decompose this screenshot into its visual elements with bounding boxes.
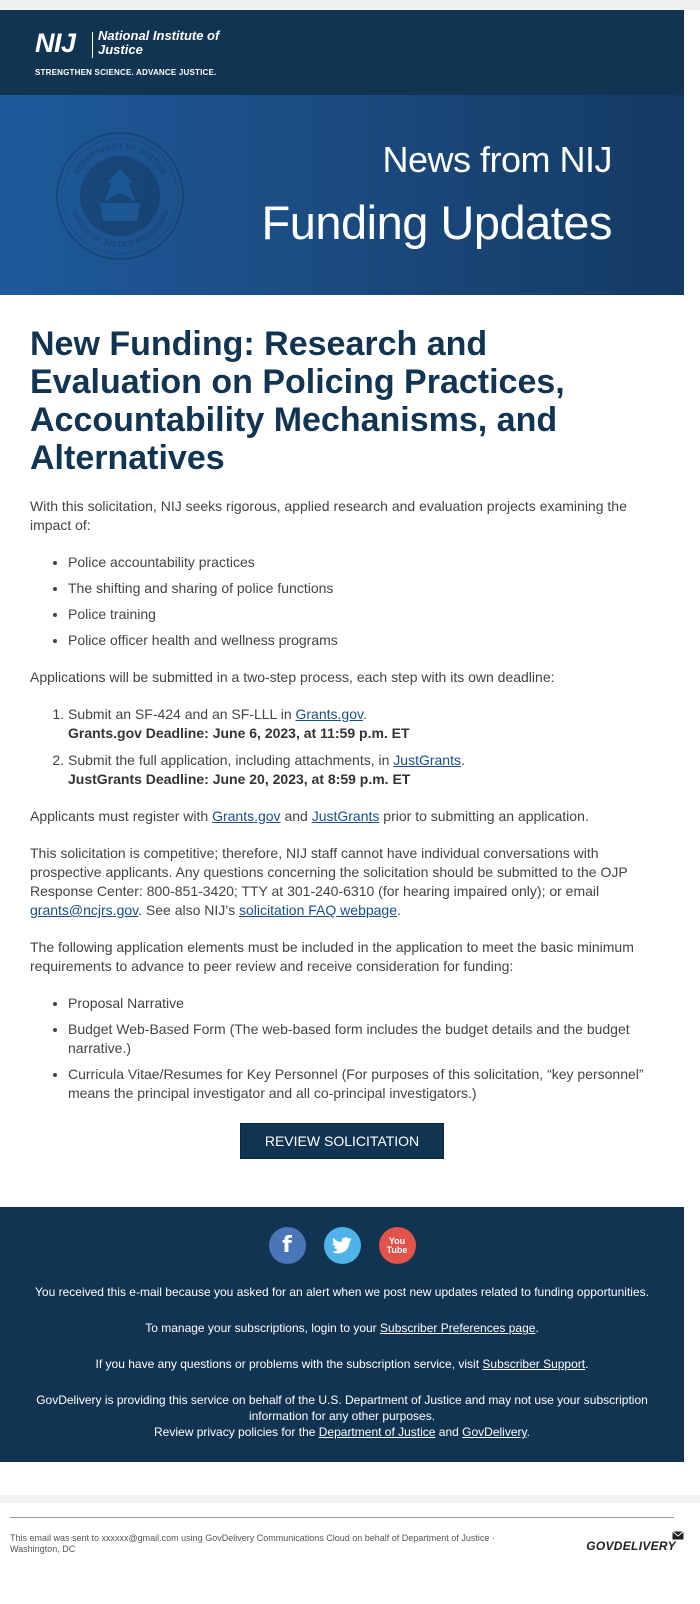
manage-notice (30, 1320, 654, 1336)
grants-gov-link[interactable]: Grants.gov (295, 706, 363, 722)
seal-top-text: DEPARTMENT OF JUSTICE (71, 141, 169, 177)
top-strip (0, 0, 700, 10)
hero-subtitle: News from NIJ (382, 139, 612, 180)
register-and: and (280, 808, 312, 824)
questions-text: If you have any questions or problems with the subscription service, visit (95, 1357, 483, 1371)
register-end: prior to submitting an application. (379, 808, 589, 824)
privacy-and: and (435, 1425, 463, 1439)
elements-intro: The following application elements must be included in the application to meet the basic minimum requirements to advance to peer review and receive consideration for funding: (30, 939, 634, 974)
list-item: • Curricula Vitae/Resumes for Key Personnel (For purposes of this solicitation, “key personnel” means the principal investigator and all co-principal investigators.) (68, 1065, 654, 1103)
hero-banner (0, 95, 684, 295)
logo-divider (92, 32, 93, 58)
step1-period: . (362, 706, 367, 722)
privacy-text: Review privacy policies for the (154, 1425, 319, 1439)
steps-list (30, 705, 654, 789)
delivery-footer (0, 1495, 700, 1604)
gov-text: GovDelivery is providing this service on behalf of the U.S. Department of Justice and may not use your subscription information for any other purposes. (36, 1393, 648, 1423)
twitter-bird-icon (332, 1237, 352, 1254)
list-item: • Police officer health and wellness programs (68, 631, 654, 650)
hero-title: Funding Updates (261, 196, 612, 249)
button-container (30, 1121, 654, 1207)
govdelivery-logo[interactable] (586, 1539, 676, 1553)
govdelivery-privacy-link[interactable]: GovDelivery (462, 1425, 527, 1439)
twitter-icon[interactable] (324, 1227, 361, 1264)
doj-privacy-link[interactable]: Department of Justice (318, 1425, 436, 1439)
divider (10, 1517, 674, 1518)
email-body (0, 10, 684, 1462)
focus-list (30, 553, 654, 650)
social-links (30, 1227, 654, 1264)
doj-seal-icon (55, 131, 185, 261)
list-item: • Police training (68, 605, 654, 624)
competitive-paragraph (30, 844, 654, 920)
competitive-text: This solicitation is competitive; therefore, NIJ staff cannot have individual conversations with prospective applicants. Any questions concerning the solicitation should be submitted to the OJP Response Center: 800-851-3420; TTY at 301-240-6310 (for hearing impaired only); or email (30, 845, 628, 899)
register-paragraph (30, 807, 654, 826)
questions-notice (30, 1356, 654, 1372)
subscriber-support-link[interactable]: Subscriber Support (482, 1357, 586, 1371)
justgrants-link[interactable]: JustGrants (393, 752, 461, 768)
list-item: • Proposal Narrative (68, 994, 654, 1013)
competitive-end: . (397, 902, 401, 918)
article-content (0, 295, 684, 1207)
youtube-you: You (388, 1235, 406, 1246)
intro-paragraph: With this solicitation, NIJ seeks rigorous, applied research and evaluation projects examining the impact of: (30, 498, 627, 533)
header-bar (0, 10, 684, 95)
step1-text: Submit an SF-424 and an SF-LLL in (68, 706, 296, 722)
logo-tagline: STRENGTHEN SCIENCE. ADVANCE JUSTICE. (35, 68, 217, 77)
step2-deadline: JustGrants Deadline: June 20, 2023, at 8:59 p.m. ET (68, 771, 411, 787)
bottom-gap (0, 1495, 700, 1503)
received-notice: You received this e-mail because you asked for an alert when we post new updates related to funding opportunities. (35, 1285, 649, 1299)
facebook-icon[interactable]: f (269, 1227, 306, 1264)
sent-to-notice: This email was sent to xxxxxx@gmail.com using GovDelivery Communications Cloud on behalf of Department of Justice · Washington, DC (10, 1533, 495, 1554)
register-justgrants-link[interactable]: JustGrants (311, 808, 380, 824)
subscriber-preferences-link[interactable]: Subscriber Preferences page (380, 1321, 536, 1335)
elements-list (30, 994, 654, 1103)
review-solicitation-button[interactable]: REVIEW SOLICITATION (240, 1123, 444, 1159)
logo-name: National Institute of Justice (98, 28, 220, 57)
article-title: New Funding: Research and Evaluation on Policing Practices, Accountability Mechanisms, and Alternatives (30, 325, 565, 477)
step-item (68, 751, 654, 789)
list-item: • Police accountability practices (68, 553, 654, 572)
manage-end: . (535, 1321, 539, 1335)
govdelivery-notice (30, 1392, 654, 1440)
step1-deadline: Grants.gov Deadline: June 6, 2023, at 11:59 p.m. ET (68, 725, 410, 741)
privacy-end: . (526, 1425, 530, 1439)
faq-link[interactable]: solicitation FAQ webpage (239, 902, 397, 918)
step2-period: . (461, 752, 465, 768)
youtube-icon[interactable] (379, 1227, 416, 1264)
logo-mark: NIJ (35, 28, 76, 58)
register-grants-gov-link[interactable]: Grants.gov (212, 808, 281, 824)
grants-email-link[interactable]: grants@ncjrs.gov (30, 902, 139, 918)
step2-text: Submit the full application, including attachments, in (68, 752, 394, 768)
seal-bottom-text: OFFICE OF JUSTICE PROGRAMS (69, 209, 171, 250)
youtube-tube: Tube (386, 1244, 408, 1255)
govdelivery-logo-text: GOVDELIVERY (586, 1539, 676, 1553)
footer (0, 1207, 684, 1462)
register-text: Applicants must register with (30, 808, 213, 824)
questions-end: . (585, 1357, 589, 1371)
envelope-icon (672, 1531, 684, 1540)
list-item: • Budget Web-Based Form (The web-based form includes the budget details and the budget narrative.) (68, 1020, 654, 1058)
process-intro: Applications will be submitted in a two-step process, each step with its own deadline: (30, 669, 555, 685)
step-item (68, 705, 654, 743)
list-item: • The shifting and sharing of police functions (68, 579, 654, 598)
competitive-see-also: . See also NIJ’s (138, 902, 240, 918)
manage-text: To manage your subscriptions, login to your (145, 1321, 381, 1335)
